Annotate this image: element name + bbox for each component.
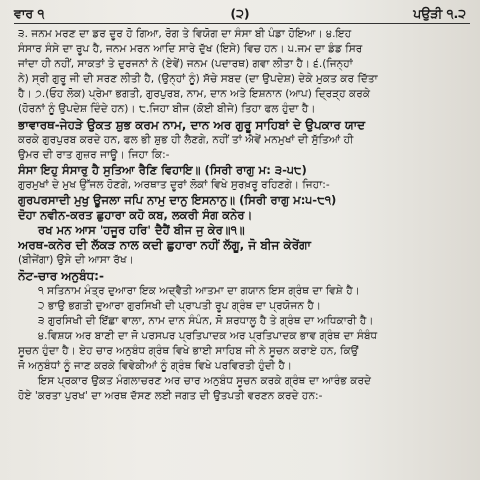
text-line <box>18 238 466 253</box>
text-line <box>18 178 466 193</box>
page-number: (੨) <box>230 6 250 21</box>
text-line <box>18 208 466 223</box>
text-line-content: ੨ ਭਾਉ ਭਗਤੀ ਦੁਆਰਾ ਗੁਰਸਿਖੀ ਦੀ ਪ੍ਰਾਪਤੀ ਰੂਪ ਗ੍ਰੰਥ ਦਾ ਪ੍ਰਯੋਜਨ ਹੈ। <box>38 299 321 312</box>
text-line-content: ਅਰਥ-ਕਨੇਰ ਦੀ ਲੱਕੜ ਨਾਲ ਕਦੀ ਛੁਹਾਰਾ ਨਹੀਂ ਲੱਗੂ, ਜੋ ਬੀਜ ਕੇਰੇਂਗਾ <box>18 238 311 253</box>
text-line <box>18 163 466 178</box>
page-body <box>18 27 466 404</box>
text-line-content: ਹੋਏ 'ਕਰਤਾ ਪੁਰਖ' ਦਾ ਅਰਥ ਦੱਸਣ ਲਈ ਜਗਤ ਦੀ ਉਤਪਤੀ ਵਰਣਨ ਕਰਦੇ ਹਨ:- <box>18 390 323 403</box>
text-line-content: ਜਾਂਦਾ ਹੀ ਨਹੀਂ, ਸਾਕਤਾਂ ਤੇ ਦੁਰਜਨਾਂ ਨੇ (ਏਵੇਂ) ਜਨਮ (ਪਦਾਰਥ) ਗਵਾ ਲੀਤਾ ਹੈ। ੬.(ਜਿਨ੍ਹਾਂ <box>18 58 353 71</box>
text-line <box>18 314 466 329</box>
header-rule <box>14 23 470 24</box>
text-line-content: ਨੋਟ-ਚਾਰ ਅਨੁਬੰਧ:- <box>18 268 104 283</box>
text-line <box>18 148 466 163</box>
text-line-content: ਜੋ ਅਨੁਬੰਧਾਂ ਨੂੰ ਜਾਣ ਕਰਕੇ ਵਿਵੇਕੀਆਂ ਨੂੰ ਗ੍ਰੰਥ ਵਿਖੇ ਪਰਵਿਰਤੀ ਹੁੰਦੀ ਹੈ। <box>18 360 293 373</box>
text-line-content: ਹੈ। ੭.(ਓਹ ਲੋਕ) ਪ੍ਰੇਮਾ ਭਗਤੀ, ਗੁਰਪੁਰਬ, ਨਾਮ, ਦਾਨ ਅਤੇ ਇਸ਼ਨਾਨ (ਆਪ) ਦ੍ਰਿੜ੍ਹ ਕਰਕੇ <box>18 88 371 101</box>
text-line <box>18 27 466 42</box>
text-line <box>18 359 466 374</box>
text-line <box>18 329 466 344</box>
header-var-number: ਵਾਰ ੧ <box>14 6 45 21</box>
text-line-content: ਗੁਰਪਰਸਾਦੀ ਮੁਖੁ ਊਜਲਾ ਜਪਿ ਨਾਮੁ ਦਾਨੁ ਇਸਨਾਨੁ॥ (ਸਿਰੀ ਰਾਗੁ ਮ:੫-੮੧) <box>18 193 337 208</box>
text-line-content: ਦੋਹਾ ਨਵੀਨ-ਕਰਤ ਛੁਹਾਰਾ ਕਹੋ ਕਬ, ਲਕਰੀ ਸੰਗ ਕਨੇਰ। <box>18 208 253 223</box>
text-line-content: ੧ ਸਤਿਨਾਮ ਮੰਤ੍ਰ ਦੁਆਰਾ ਇਕ ਅਦ੍ਵੈਤੀ ਆਤਮਾ ਦਾ ਗਯਾਨ ਇਸ ਗ੍ਰੰਥ ਦਾ ਵਿਸ਼ੇ ਹੈ। <box>38 284 360 297</box>
header-pauri-number: ਪਉੜੀ ੧.੨ <box>413 6 466 21</box>
text-line-content: ਸੰਸਾਰ ਸੰਸੇ ਦਾ ਰੂਪ ਹੈ, ਜਨਮ ਮਰਨ ਆਦਿ ਸਾਰੇ ਦੁੱਖ (ਇਸੇ) ਵਿਚ ਹਨ। ੫.ਜਮ ਦਾ ਡੰਡ ਸਿਰ <box>18 43 363 56</box>
text-line-content: ਇਸ ਪ੍ਰਕਾਰ ਉਕਤ ਮੰਗਲਾਚਰਣ ਅਰ ਚਾਰ ਅਨੁਬੰਧ ਸੂਚਨ ਕਰਕੇ ਗ੍ਰੰਥ ਦਾ ਆਰੰਭ ਕਰਦੇ <box>38 375 372 388</box>
text-line <box>18 102 466 117</box>
text-line <box>18 374 466 389</box>
text-line <box>18 72 466 87</box>
text-line-content: ਰਖ ਮਨ ਆਸ 'ਹਜੂਰ ਹਰਿ' ਦੈਹੈਂ ਬੀਜ ਜੁ ਕੇਰ॥੧॥ <box>38 223 245 238</box>
text-line <box>18 344 466 359</box>
text-line-content: ੩. ਜਨਮ ਮਰਣ ਦਾ ਡਰ ਦੂਰ ਹੋ ਗਿਆ, ਰੋਗ ਤੇ ਵਿਯੋਗ ਦਾ ਸੰਸਾ ਬੀ ਪੰਡਾ ਹੋਇਆ। ੪.ਇਹ <box>18 28 352 40</box>
text-line-content: ਸੰਸਾ ਇਹੁ ਸੰਸਾਰੁ ਹੈ ਸੁਤਿਆ ਰੈਣਿ ਵਿਹਾਇ॥ (ਸਿਰੀ ਰਾਗੁ ਮ: ੩-੫੮) <box>18 162 307 177</box>
text-line <box>18 299 466 314</box>
text-line-content: ੩ ਗੁਰਸਿਖੀ ਦੀ ਇੱਛਾ ਵਾਲਾ, ਨਾਮ ਦਾਨ ਸੰਪੰਨ, ਸੋ ਸ਼ਰਧਾਲੂ ਹੈ ਤੇ ਗ੍ਰੰਥ ਦਾ ਅਧਿਕਾਰੀ ਹੈ। <box>38 314 374 327</box>
text-line <box>18 253 466 268</box>
text-line-content: ਕਰਕੇ ਗੁਰਪੁਰਬ ਕਰਦੇ ਹਨ, ਫਲ ਭੀ ਸ਼ੁਭ ਹੀ ਲੈਣਗੇ, ਨਹੀਂ ਤਾਂ ਐਵੇਂ ਮਨਮੁਖਾਂ ਦੀ ਸੁੱਤਿਆਂ ਹੀ <box>18 133 354 146</box>
text-line <box>18 133 466 148</box>
text-line-content: (ਬੀਜੇਂਗਾ) ਉਸੇ ਦੀ ਆਸਾ ਰੱਖ। <box>18 254 134 267</box>
text-line-content: ਭਾਵਾਰਥ-ਜੇਹੜੇ ਉਕਤ ਸ਼ੁਭ ਕਰਮ ਨਾਮ, ਦਾਨ ਅਰ ਗੁਰੂ ਸਾਹਿਬਾਂ ਦੇ ਉਪਕਾਰ ਯਾਦ <box>18 117 366 132</box>
text-line <box>18 118 466 133</box>
text-line <box>18 284 466 299</box>
text-line-content: (ਹੋਰਨਾਂ ਨੂੰ ਉਪਦੇਸ਼ ਦਿੰਦੇ ਹਨ)। ੮.ਜਿਹਾ ਬੀਜ (ਕੋਈ ਬੀਜੇ) ਤਿਹਾ ਫਲ ਹੁੰਦਾ ਹੈ। <box>18 103 316 116</box>
text-line-content: ਉਮਰ ਦੀ ਰਾਤ ਗੁਜ਼ਰ ਜਾਊ। ਜਿਹਾ ਕਿ:- <box>18 148 170 161</box>
text-line <box>18 42 466 57</box>
text-line-content: ਸੂਚਨ ਹੁੰਦਾ ਹੈ। ਏਹ ਚਾਰ ਅਨੁਬੰਧ ਗ੍ਰੰਥ ਵਿਖੇ ਭਾਈ ਸਾਹਿਬ ਜੀ ਨੇ ਸੂਚਨ ਕਰਾਏ ਹਨ, ਕਿਉਂ <box>18 344 359 357</box>
text-line <box>18 269 466 284</box>
page-header <box>14 4 466 24</box>
text-line-content: ਗੁਰਮੁਖਾਂ ਦੇ ਮੁਖ ਉੱਜਲ ਹੋਣਗੇ, ਅਰਥਾਤ ਦੂਰਾਂ ਲੋਕਾਂ ਵਿਖੇ ਸੁਰਖ਼ਰੂ ਰਹਿਣਗੇ। ਜਿਹਾ:- <box>18 178 330 191</box>
text-line-content: ੪.ਵਿਸ਼ਯ ਅਰ ਬਾਣੀ ਦਾ ਜੋ ਪਰਸਪਰ ਪ੍ਰਤਿਪਾਦਕ ਅਰ ਪ੍ਰਤਿਪਾਦਕ ਭਾਵ ਗ੍ਰੰਥ ਦਾ ਸੰਬੰਧ <box>38 329 378 342</box>
text-line <box>18 223 466 238</box>
text-line <box>18 87 466 102</box>
text-line-content: ਨੇ) ਸ੍ਰੀ ਗੁਰੂ ਜੀ ਦੀ ਸਰਣ ਲੀਤੀ ਹੈ, (ਉਨ੍ਹਾਂ ਨੂੰ) ਸੱਚੇ ਸਬਦ (ਦਾ ਉਪਦੇਸ਼) ਦੇਕੇ ਮੁਕਤ ਕਰ ਦਿੱਤਾ <box>18 73 378 86</box>
text-line <box>18 389 466 404</box>
text-line <box>18 193 466 208</box>
text-line <box>18 57 466 72</box>
